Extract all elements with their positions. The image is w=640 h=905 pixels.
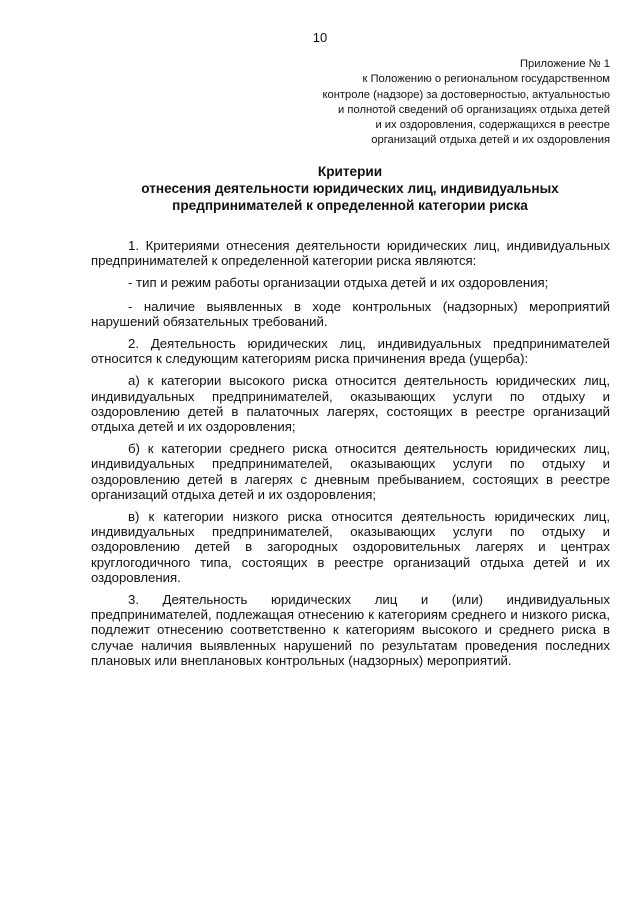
- appendix-header: [210, 57, 610, 149]
- title-line: предпринимателей к определенной категории риска: [172, 198, 528, 213]
- paragraph-high-risk: а) к категории высокого риска относится деятельность юридических лиц, индивидуальных предпринимателей, оказывающих услуги по отдыху и оздоровлению детей в палаточных лагерях, состоящих в реестре организаций отдыха детей и их оздоровления;: [91, 373, 610, 435]
- appendix-line: к Положению о региональном государственном: [362, 73, 610, 86]
- title-line: Критерии: [317, 164, 383, 179]
- paragraph-criteria-intro: 1. Критериями отнесения деятельности юридических лиц, индивидуальных предпринимателей к определенной категории риска являются:: [91, 238, 610, 269]
- page-number: 10: [312, 30, 328, 45]
- document-body: [91, 238, 610, 675]
- title-line: отнесения деятельности юридических лиц, индивидуальных: [141, 181, 559, 196]
- paragraph-criterion-type: - тип и режим работы организации отдыха детей и их оздоровления;: [128, 275, 549, 291]
- document-title: [60, 163, 640, 214]
- appendix-line: и их оздоровления, содержащихся в реестре: [375, 119, 610, 132]
- appendix-line: организаций отдыха детей и их оздоровления: [371, 134, 610, 147]
- paragraph-reclassification: 3. Деятельность юридических лиц и (или) индивидуальных предпринимателей, подлежащая отнесению к категориям среднего и низкого риска, подлежит отнесению соответственно к категориям высокого и среднего риска в случае наличия выявленных нарушений по результатам проведения последних плановых или внеплановых контрольных (надзорных) мероприятий.: [91, 592, 610, 668]
- appendix-line: контроле (надзоре) за достоверностью, актуальностью: [322, 88, 610, 101]
- paragraph-medium-risk: б) к категории среднего риска относится деятельность юридических лиц, индивидуальных предпринимателей, оказывающих услуги по отдыху и оздоровлению детей в лагерях с дневным пребыванием, состоящих в реестре организаций отдыха детей и их оздоровления;: [91, 441, 610, 502]
- appendix-line: Приложение № 1: [519, 58, 610, 70]
- appendix-line: и полнотой сведений об организациях отдыха детей: [338, 103, 610, 116]
- paragraph-criterion-violations: - наличие выявленных в ходе контрольных (надзорных) мероприятий нарушений обязательных требований.: [91, 298, 610, 329]
- paragraph-low-risk: в) к категории низкого риска относится деятельность юридических лиц, индивидуальных предпринимателей, оказывающих услуги по отдыху и оздоровлению детей в загородных оздоровительных лагерях и центрах круглогодичного типа, состоящих в реестре организаций отдыха детей и их оздоровления.: [91, 509, 610, 585]
- paragraph-risk-categories: 2. Деятельность юридических лиц, индивидуальных предпринимателей относится к следующим категориям риска причинения вреда (ущерба):: [91, 336, 610, 367]
